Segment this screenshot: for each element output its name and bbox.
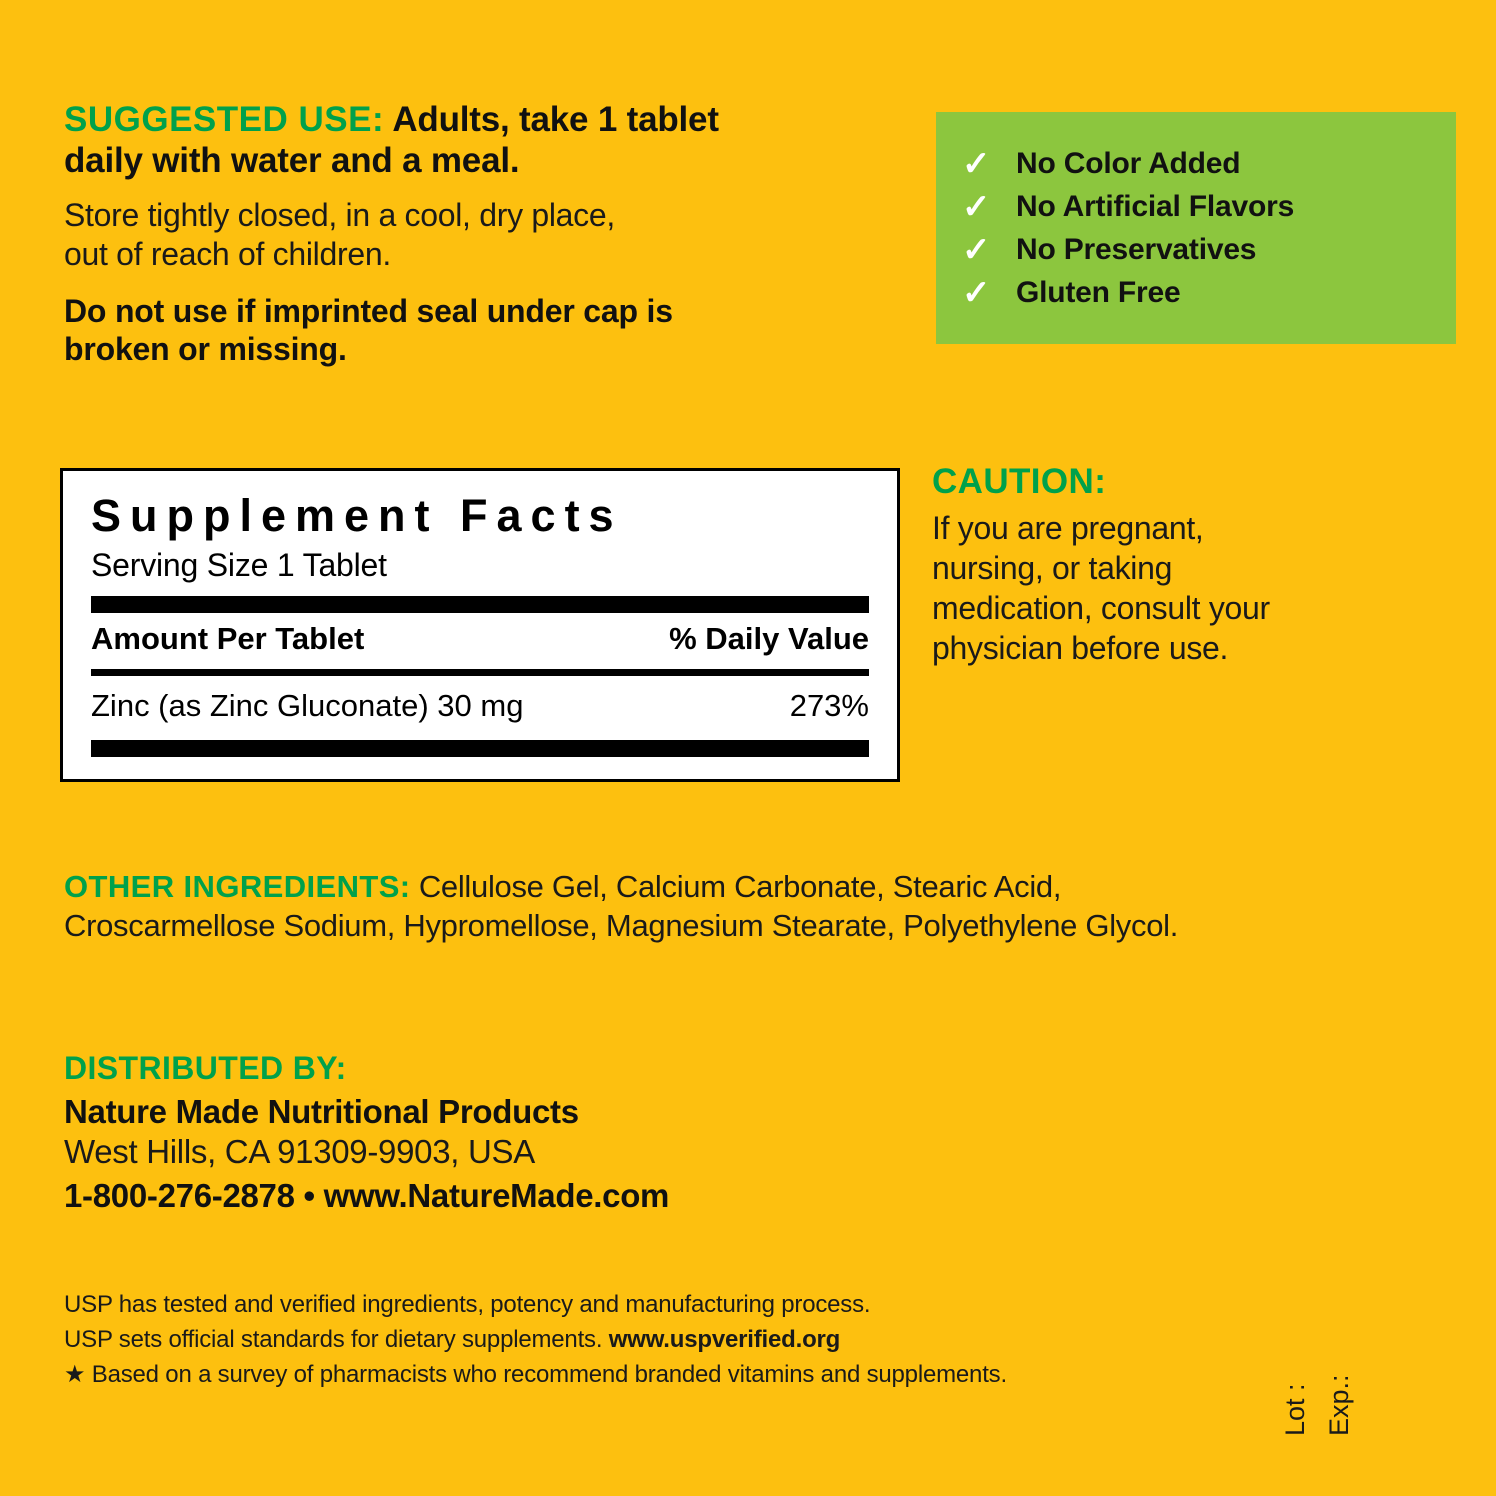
caution-line-4: physician before use. [932,630,1229,666]
check-icon: ✓ [962,187,991,226]
column-header-daily-value: % Daily Value [669,620,869,656]
caution-line-1: If you are pregnant, [932,510,1204,546]
other-ingredients-text: Cellulose Gel, Calcium Carbonate, Stearic Acid, Croscarmellose Sodium, Hypromellose, Magnesium Stearate, Polyethylene Glycol. [64,869,1179,943]
caution-line-3: medication, consult your [932,590,1270,626]
list-item [962,185,1294,228]
rule-thick-top [91,596,869,613]
supplement-facts-column-headers [91,613,869,661]
seal-warning-line-1: Do not use if imprinted seal under cap is [64,292,673,329]
storage-line-2: out of reach of children. [64,235,391,272]
claim-label: No Artificial Flavors [1016,189,1295,223]
claim-label: Gluten Free [1016,275,1181,309]
list-item [962,142,1294,185]
other-ingredients-label: OTHER INGREDIENTS: [64,869,411,904]
caution-line-2: nursing, or taking [932,550,1173,586]
storage-line-1: Store tightly closed, in a cool, dry place, [64,196,615,233]
distributed-by-section [64,1050,1064,1215]
suggested-use-section [64,100,914,369]
usp-line-1: USP has tested and verified ingredients, potency and manufacturing process. [64,1291,871,1318]
caution-text [932,508,1402,668]
seal-warning-line-2: broken or missing. [64,331,347,368]
check-icon: ✓ [962,273,991,312]
suggested-use-headline-line2: daily with water and a meal. [64,140,520,180]
check-icon: ✓ [962,144,991,183]
column-header-amount: Amount Per Tablet [91,620,365,656]
seal-warning [64,292,914,369]
exp-label: Exp.: [1324,1374,1354,1436]
suggested-use-block [64,100,914,369]
usp-verified-link[interactable]: www.uspverified.org [608,1325,841,1353]
claims-list [936,142,1294,314]
storage-instructions [64,196,914,274]
rule-medium [91,669,869,676]
claim-label: No Color Added [1016,146,1241,180]
usp-line-2-text: USP sets official standards for dietary supplements. [64,1325,609,1353]
supplement-facts-panel [60,468,900,782]
claims-panel [936,112,1456,344]
distributed-by-label: DISTRIBUTED BY: [64,1050,347,1086]
other-ingredients-section [64,868,1204,946]
footnotes-section [64,1288,1094,1392]
suggested-use-headline-rest: Adults, take 1 tablet [384,100,719,139]
nutrient-daily-value: 273% [789,687,869,723]
list-item [962,271,1294,314]
caution-label: CAUTION: [932,462,1107,501]
suggested-use-label: SUGGESTED USE: [64,100,385,139]
company-address: West Hills, CA 91309-9903, USA [64,1133,535,1170]
table-row [91,676,869,730]
pharmacist-survey-note: ★ Based on a survey of pharmacists who recommend branded vitamins and supplements. [64,1360,1007,1388]
list-item [962,228,1294,271]
suggested-use-headline [64,100,914,141]
company-contact[interactable]: 1-800-276-2878 • www.NatureMade.com [64,1177,670,1214]
rule-thick-bottom [91,740,869,757]
usp-line-2 [64,1323,1094,1358]
supplement-facts-title: Supplement Facts [91,490,623,541]
company-name: Nature Made Nutritional Products [64,1093,579,1130]
nutrient-name: Zinc (as Zinc Gluconate) 30 mg [91,687,524,723]
lot-exp-block [1248,1288,1368,1448]
lot-label: Lot : [1280,1383,1310,1436]
check-icon: ✓ [962,230,991,269]
serving-size: Serving Size 1 Tablet [91,546,387,583]
claim-label: No Preservatives [1016,232,1257,266]
caution-section [932,462,1402,668]
